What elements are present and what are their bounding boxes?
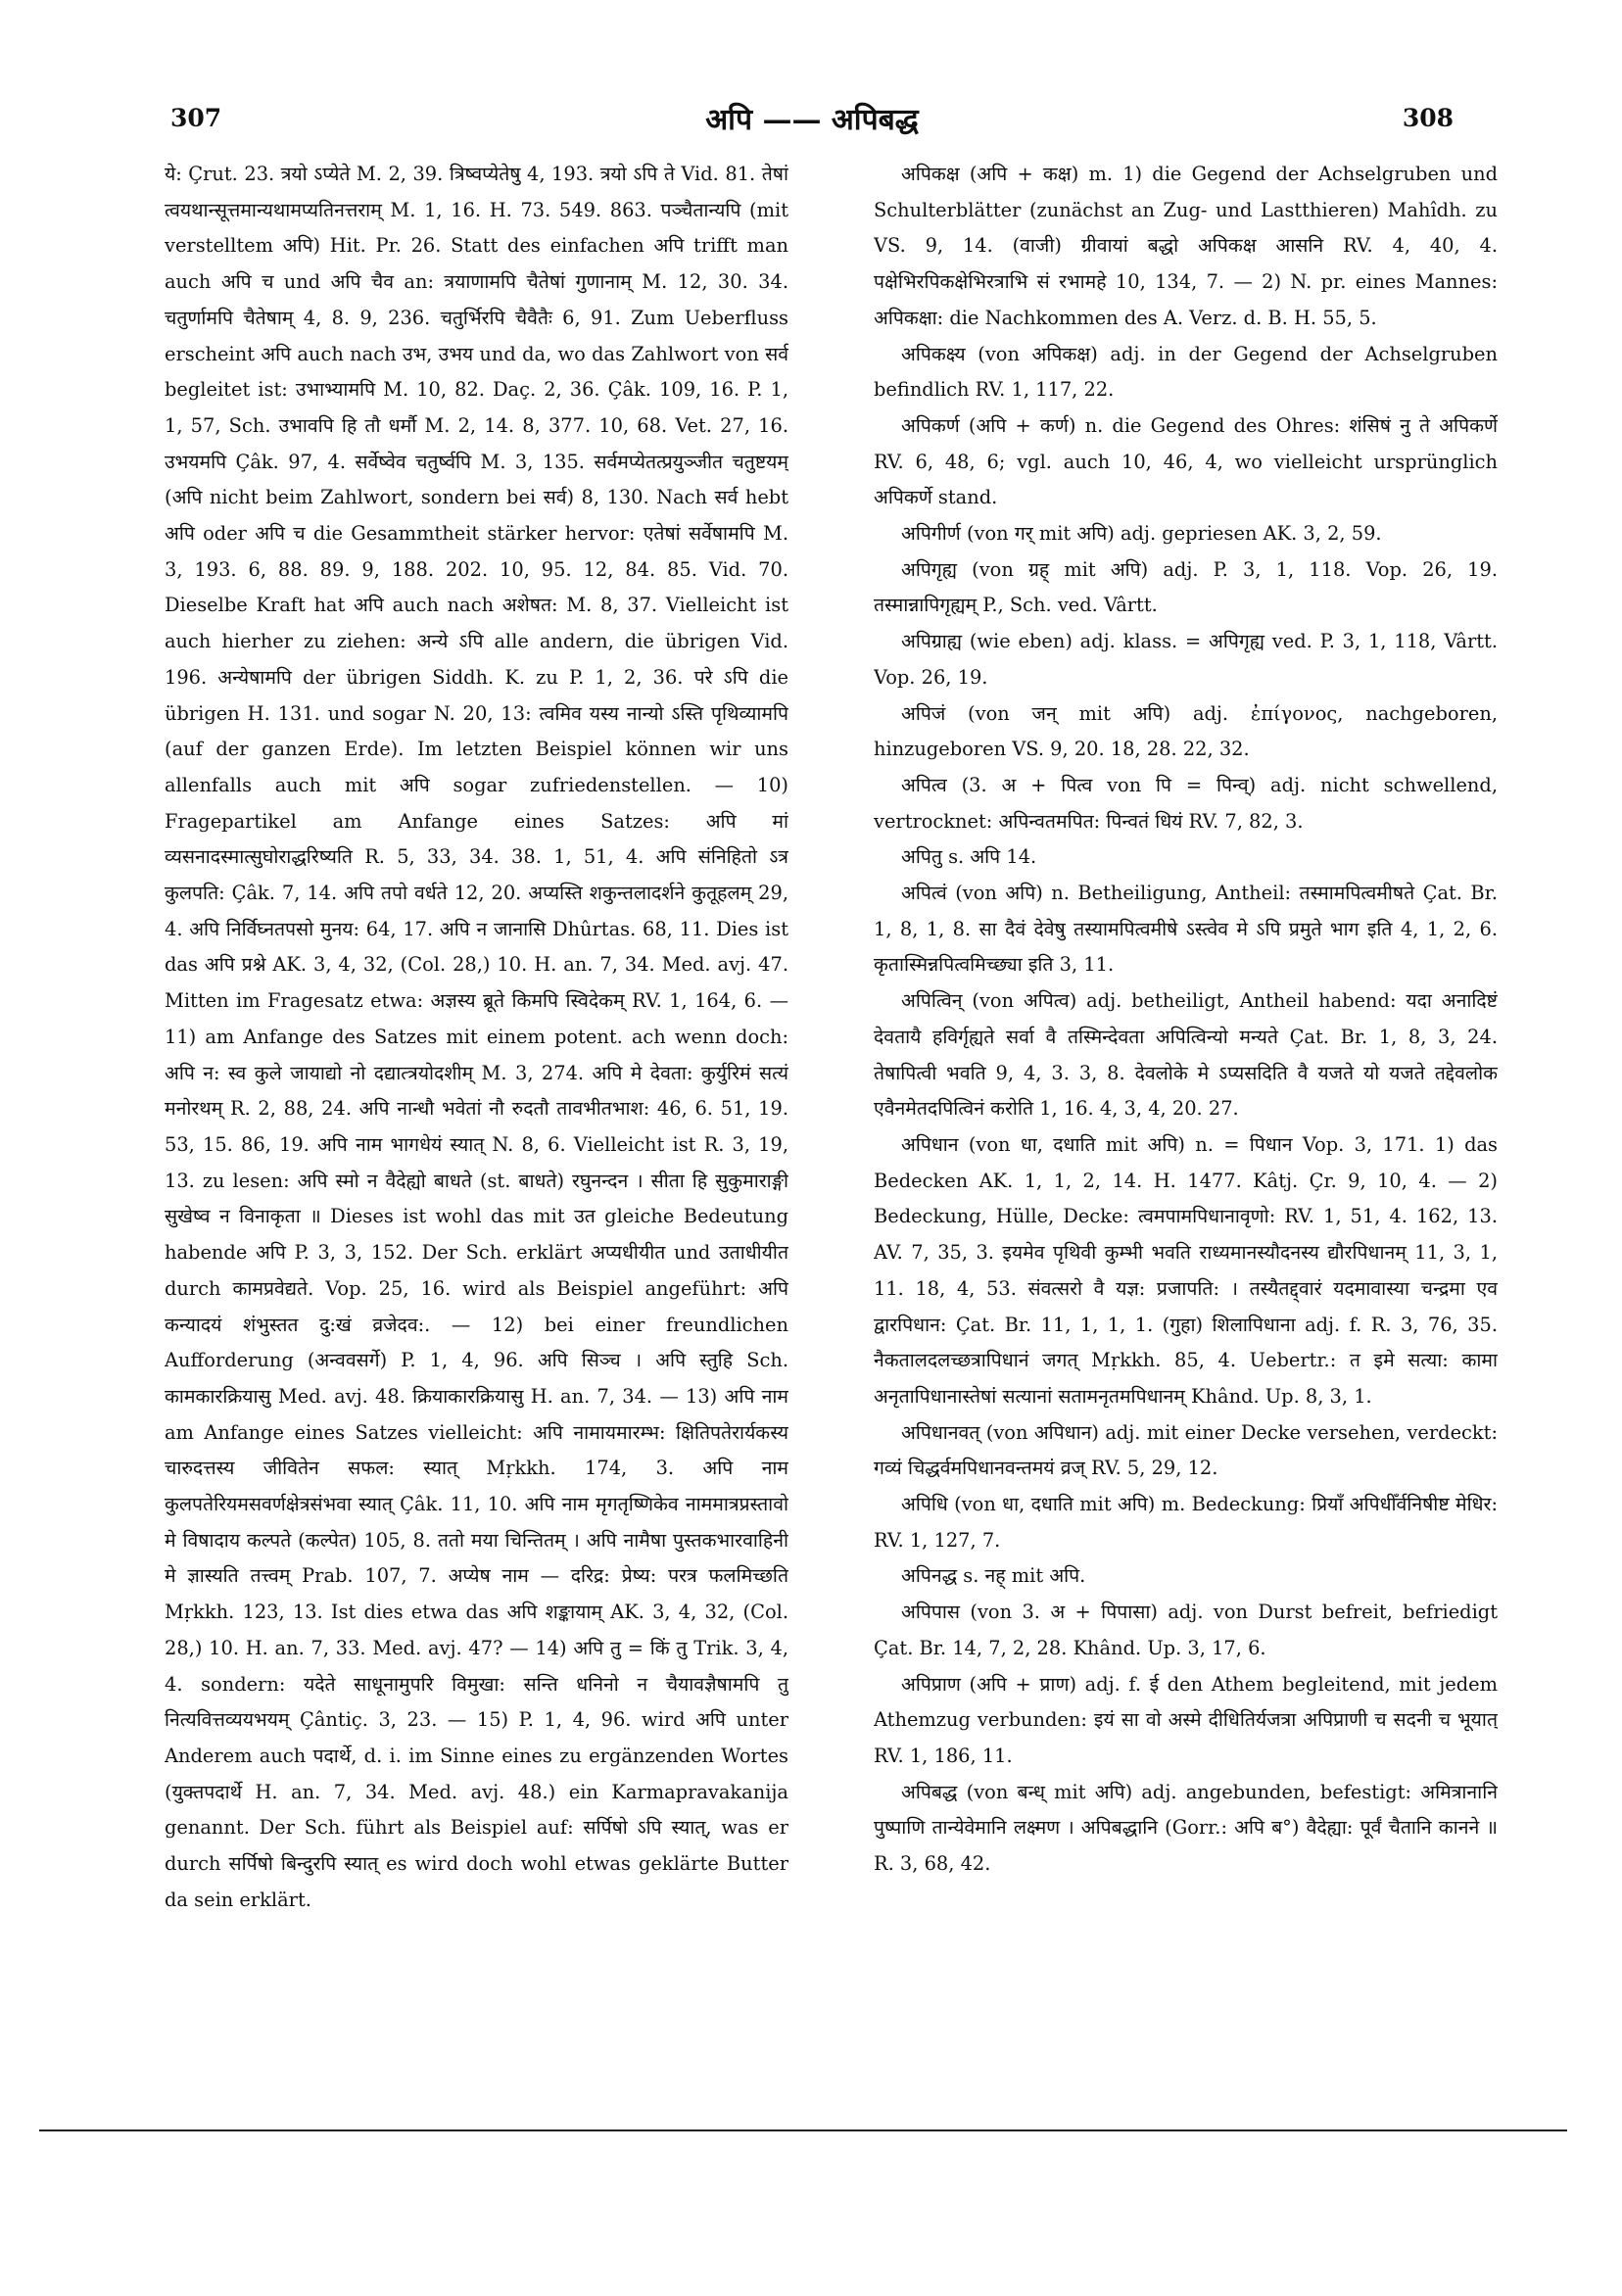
- entry-apigrahya: अपिग्राह्य (wie eben) adj. klass. = अपिगृह्य ved. P. 3, 1, 118, Vârtt. Vop. 26, 19.: [874, 630, 1498, 689]
- right-column: [874, 157, 1498, 2106]
- entry-apigrihya: अपिगृह्य (von ग्रह् mit अपि) adj. P. 3, 1, 118. Vop. 26, 19. तस्मान्नापिगृह्यम् P., Sch. ved. Vârtt.: [874, 557, 1498, 617]
- entry-apija: अपिजं (von जन् mit अपि) adj. ἐπίγονος, nachgeboren, hinzugeboren VS. 9, 20. 18, 28. 22, 32.: [874, 701, 1498, 761]
- entry-apibaddha: अपिबद्ध (von बन्ध् mit अपि) adj. angebunden, befestigt: अमित्रानानि पुष्पाणि तान्येवेमानि लक्ष्मण । अपिबद्धानि (Gorr.: अपि ब°) वैदेह्या: पूर्वं चैतानि कानने ॥ R. 3, 68, 42.: [874, 1780, 1498, 1876]
- bottom-divider: [39, 2129, 1567, 2131]
- entry-apikakshya: अपिकक्ष्य (von अपिकक्ष) adj. in der Gegend der Achselgruben befindlich RV. 1, 117, 22.: [874, 342, 1498, 402]
- page-header: [165, 98, 1459, 145]
- entry-apitva-adj: अपित्व (3. अ + पित्व von पि = पिन्व्) adj. nicht schwellend, vertrocknet: अपिन्वतमपित: पिन्वतं धियं RV. 7, 82, 3.: [874, 773, 1498, 833]
- entry-apikarna: अपिकर्ण (अपि + कर्ण) n. die Gegend des Ohres: शंसिषं नु ते अपिकर्णे RV. 6, 48, 6; vgl. auch 10, 46, 4, wo vielleicht ursprünglich अपिकर्णे stand.: [874, 413, 1498, 509]
- page-number-left: 307: [170, 104, 222, 132]
- entry-apidhana: अपिधान (von धा, दधाति mit अपि) n. = पिधान Vop. 3, 171. 1) das Bedecken AK. 1, 1, 2, 14. H. 1477. Kâtj. Çr. 9, 10, 4. — 2) Bedeckung, Hülle, Decke: त्वमपामपिधानावृणो: RV. 1, 51, 4. 162, 13. AV. 7, 35, 3. इयमेव पृथिवी कुम्भी भवति राध्यमानस्यौदनस्य द्यौरपिधानम् 11, 3, 1, 11. 18, 4, 53. संवत्सरो वै यज्ञ: प्रजापति: । तस्यैतद्द्वारं यदमावास्या चन्द्रमा एव द्वारपिधान: Çat. Br. 11, 1, 1, 1. (गुहा) शिलापिधाना adj. f. R. 3, 76, 35. नैकतालदलच्छत्रापिधानं जगत् Mṛkkh. 85, 4. Uebertr.: त इमे सत्या: कामा अनृतापिधानास्तेषां सत्यानां सतामनृतमपिधानम् Khând. Up. 8, 3, 1.: [874, 1132, 1498, 1408]
- running-headword: अपि —— अपिबद्ध: [705, 103, 919, 137]
- entry-apiprana: अपिप्राण (अपि + प्राण) adj. f. ई den Athem begleitend, mit jedem Athemzug verbunden: इयं सा वो अस्मे दीधितिर्यजत्रा अपिप्राणी च सदनी च भूयात् RV. 1, 186, 11.: [874, 1672, 1498, 1767]
- entry-apinaddha: अपिनद्ध s. नह् mit अपि.: [901, 1564, 1086, 1588]
- entry-apipasa: अपिपास (von 3. अ + पिपासा) adj. von Durst befreit, befriedigt Çat. Br. 14, 7, 2, 28. Khând. Up. 3, 17, 6.: [874, 1601, 1498, 1659]
- left-column: [165, 157, 788, 2106]
- entry-apigirna: अपिगीर्ण (von गर् mit अपि) adj. gepriesen AK. 3, 2, 59.: [901, 522, 1382, 546]
- page-number-right: 308: [1402, 104, 1454, 132]
- entry-apikaksha: अपिकक्ष (अपि + कक्ष) m. 1) die Gegend der Achselgruben und Schulterblätter (zunächst an Zug- und Lastthieren) Mahîdh. zu VS. 9, 14. (वाजी) ग्रीवायां बद्धो अपिकक्ष आसनि RV. 4, 40, 4. पक्षेभिरपिकक्षेभिरत्राभि सं रभामहे 10, 134, 7. — 2) N. pr. eines Mannes: अपिकक्षा: die Nachkommen des A. Verz. d. B. H. 55, 5.: [874, 163, 1498, 329]
- entry-apitvin: अपित्विन् (von अपित्व) adj. betheiligt, Antheil habend: यदा अनादिष्टं देवतायै हविर्गृह्यते सर्वा वै तस्मिन्देवता अपित्विन्यो मन्यते Çat. Br. 1, 8, 3, 24. तेषापित्वी भवति 9, 4, 3. 3, 8. देवलोके मे ऽप्यसदिति वै यजते यो यजते तद्देवलोक एवैनमेतदपित्विनं करोति 1, 16. 4, 3, 4, 20. 27.: [874, 989, 1498, 1121]
- entry-apidhi: अपिधि (von धा, दधाति mit अपि) m. Bedeckung: प्रियाँ अपिधीँर्वनिषीष्ट मेधिर: RV. 1, 127, 7.: [874, 1493, 1498, 1552]
- left-column-text: ये: Çrut. 23. त्रयो ऽप्येते M. 2, 39. त्रिष्वप्येतेषु 4, 193. त्रयो ऽपि ते Vid. 81. तेषां त्वयथान्सूत्तमान्यथामप्यतिनत्तराम् M. 1, 16. H. 73. 549. 863. पञ्चैतान्यपि (mit verstelltem अपि) Hit. Pr. 26. Statt des einfachen अपि trifft man auch अपि च und अपि चैव an: त्रयाणामपि चैतेषां गुणानाम् M. 12, 30. 34. चतुर्णामपि चैतेषाम् 4, 8. 9, 236. चतुर्भिरपि चैवैतैः 6, 91. Zum Ueberfluss erscheint अपि auch nach उभ, उभय und da, wo das Zahlwort von सर्व begleitet ist: उभाभ्यामपि M. 10, 82. Daç. 2, 36. Çâk. 109, 16. P. 1, 1, 57, Sch. उभावपि हि तौ धर्मौ M. 2, 14. 8, 377. 10, 68. Vet. 27, 16. उभयमपि Çâk. 97, 4. सर्वेष्वेव चतुर्ष्वपि M. 3, 135. सर्वमप्येतत्प्रयुञ्जीत चतुष्टयम् (अपि nicht beim Zahlwort, sondern bei सर्व) 8, 130. Nach सर्व hebt अपि oder अपि च die Gesammtheit stärker hervor: एतेषां सर्वेषामपि M. 3, 193. 6, 88. 89. 9, 188. 202. 10, 95. 12, 84. 85. Vid. 70. Dieselbe Kraft hat अपि auch nach अशेषत: M. 8, 37. Vielleicht ist auch hierher zu ziehen: अन्ये ऽपि alle andern, die übrigen Vid. 196. अन्येषामपि der übrigen Siddh. K. zu P. 1, 2, 36. परे ऽपि die übrigen H. 131. und sogar N. 20, 13: त्वमिव यस्य नान्यो ऽस्ति पृथिव्यामपि (auf der ganzen Erde). Im letzten Beispiel können wir uns allenfalls auch mit अपि sogar zufriedenstellen. — 10) Fragepartikel am Anfange eines Satzes: अपि मां व्यसनादस्मात्सुघोराद्धरिष्यति R. 5, 33, 34. 38. 1, 51, 4. अपि संनिहितो ऽत्र कुलपति: Çâk. 7, 14. अपि तपो वर्धते 12, 20. अप्यस्ति शकुन्तलादर्शने कुतूहलम् 29, 4. अपि निर्विघ्नतपसो मुनय: 64, 17. अपि न जानासि Dhûrtas. 68, 11. Dies ist das अपि प्रश्ने AK. 3, 4, 32, (Col. 28,) 10. H. an. 7, 34. Med. avj. 47. Mitten im Fragesatz etwa: अज्ञस्य ब्रूते किमपि स्विदेकम् RV. 1, 164, 6. — 11) am Anfange des Satzes mit einem potent. ach wenn doch: अपि न: स्व कुले जायाद्यो नो दद्यात्त्रयोदशीम् M. 3, 274. अपि मे देवता: कुर्युरिमं सत्यं मनोरथम् R. 2, 88, 24. अपि नान्धौ भवेतां नौ रुदतौ तावभीतभाश: 46, 6. 51, 19. 53, 15. 86, 19. अपि नाम भागधेयं स्यात् N. 8, 6. Vielleicht ist R. 3, 19, 13. zu lesen: अपि स्मो न वैदेह्यो बाधते (st. बाधते) रघुनन्दन । सीता हि सुकुमाराङ्गी सुखेष्व न विनाकृता ॥ Dieses ist wohl das mit उत gleiche Bedeutung habende अपि P. 3, 3, 152. Der Sch. erklärt अप्यधीयीत und उताधीयीत durch कामप्रवेद्यते. Vop. 25, 16. wird als Beispiel angeführt: अपि कन्यादयं शंभुस्तत दु:खं व्रजेदव:. — 12) bei einer freundlichen Aufforderung (अन्ववसर्गे) P. 1, 4, 96. अपि सिञ्च । अपि स्तुहि Sch. कामकारक्रियासु Med. avj. 48. क्रियाकारक्रियासु H. an. 7, 34. — 13) अपि नाम am Anfange eines Satzes vielleicht: अपि नामायमारम्भ: क्षितिपतेरार्यकस्य चारुदत्तस्य जीवितेन सफल: स्यात् Mṛkkh. 174, 3. अपि नाम कुलपतेरियमसवर्णक्षेत्रसंभवा स्यात् Çâk. 11, 10. अपि नाम मृगतृष्णिकेव नाममात्रप्रस्तावो मे विषादाय कल्पते (कल्पेत) 105, 8. ततो मया चिन्तितम् । अपि नामैषा पुस्तकभारवाहिनी मे ज्ञास्यति तत्त्वम् Prab. 107, 7. अप्येष नाम — दरिद्र: प्रेष्य: परत्र फलमिच्छति Mṛkkh. 123, 13. Ist dies etwa das अपि शङ्कायाम् AK. 3, 4, 32, (Col. 28,) 10. H. an. 7, 33. Med. avj. 47? — 14) अपि तु = किं तु Trik. 3, 4, 4. sondern: यदेते साधूनामुपरि विमुखा: सन्ति धनिनो न चैयावज्ञैषामपि तु नित्यवित्तव्ययभयम् Çântiç. 3, 23. — 15) P. 1, 4, 96. wird अपि unter Anderem auch पदार्थे, d. i. im Sinne eines zu ergänzenden Wortes (युक्तपदार्थे H. an. 7, 34. Med. avj. 48.) ein Karmapravakanija genannt. Der Sch. führt als Beispiel auf: सर्पिषो ऽपि स्यात्, was er durch सर्पिषो बिन्दुरपि स्यात् es wird doch wohl etwas geklärte Butter da sein erklärt.: [165, 163, 788, 1911]
- entry-apidhanavat: अपिधानवत् (von अपिधान) adj. mit einer Decke versehen, verdeckt: गव्यं चिद्धर्वमपिधानवन्तमयं व्रज् RV. 5, 29, 12.: [874, 1420, 1498, 1480]
- entry-apitu: अपितु s. अपि 14.: [901, 845, 1037, 869]
- entry-apitva-noun: अपित्वं (von अपि) n. Betheiligung, Antheil: तस्मामपित्वमीषते Çat. Br. 1, 8, 1, 8. सा दैवं देवेषु तस्यामपित्वमीषे ऽस्त्वेव मे ऽपि प्रमुते भाग इति 4, 1, 2, 6. कृतास्मिन्नपित्वमिच्छ्या इति 3, 11.: [874, 882, 1498, 977]
